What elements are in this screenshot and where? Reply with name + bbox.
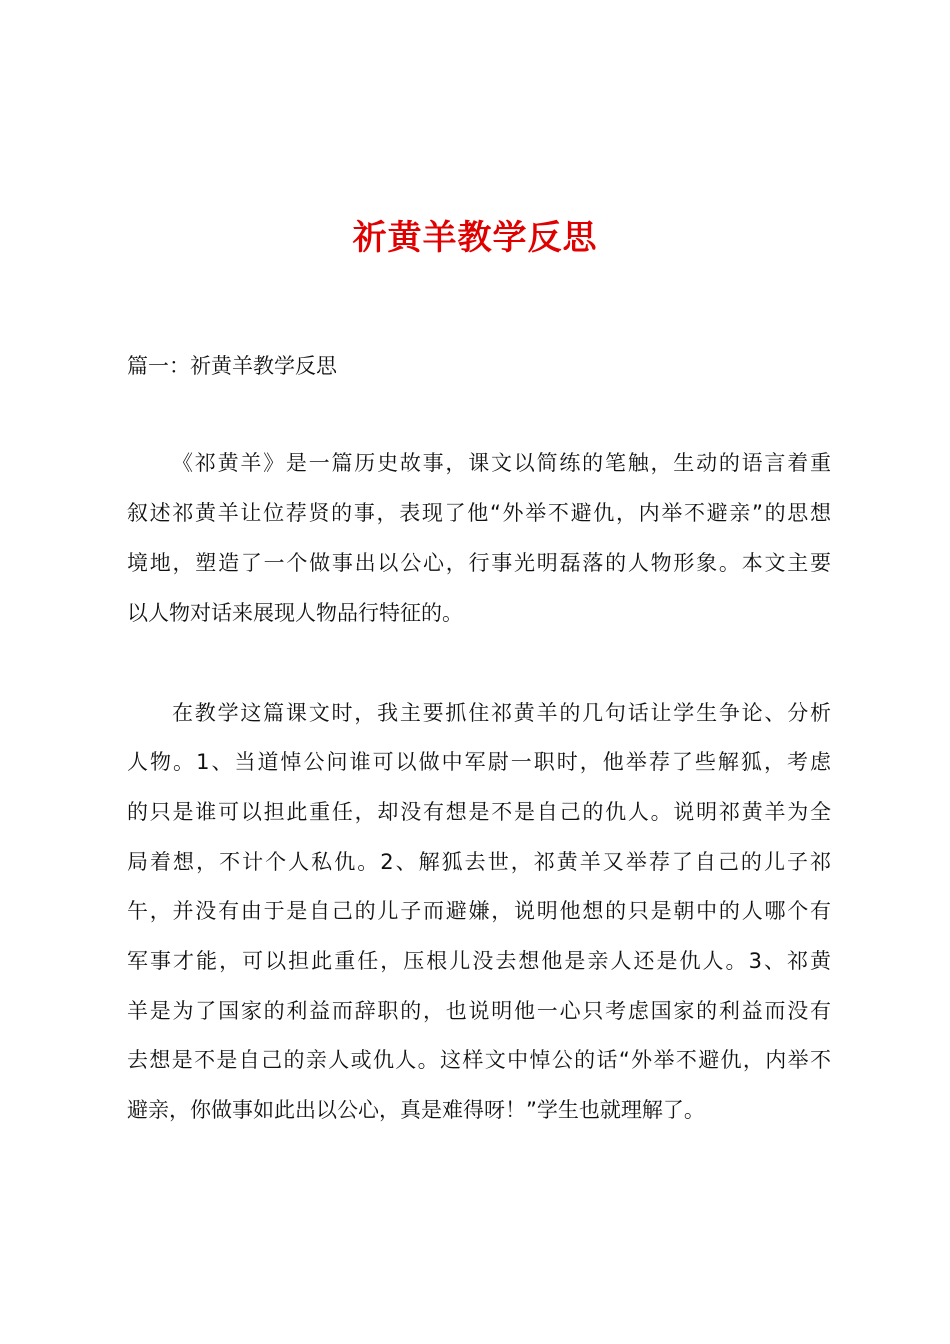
paragraph-line: 军事才能，可以担此重任，压根儿没去想他是亲人还是仇人。3、祁黄 [127, 949, 831, 973]
paragraph-line: 《祁黄羊》是一篇历史故事，课文以简练的笔触，生动的语言着重 [172, 451, 831, 475]
paragraph-line: 的只是谁可以担此重任，却没有想是不是自己的仇人。说明祁黄羊为全 [127, 800, 831, 824]
paragraph-line: 境地，塑造了一个做事出以公心，行事光明磊落的人物形象。本文主要 [127, 551, 831, 575]
paragraph-line: 叙述祁黄羊让位荐贤的事，表现了他“外举不避仇，内举不避亲”的思想 [127, 501, 831, 525]
paragraph-line: 在教学这篇课文时，我主要抓住祁黄羊的几句话让学生争论、分析 [172, 701, 831, 725]
paragraph-line: 以人物对话来展现人物品行特征的。 [127, 601, 463, 625]
paragraph-line: 局着想，不计个人私仇。2、解狐去世，祁黄羊又举荐了自己的儿子祁 [127, 850, 831, 874]
paragraph-line: 羊是为了国家的利益而辞职的，也说明他一心只考虑国家的利益而没有 [127, 999, 831, 1023]
document-title: 祈黄羊教学反思 [352, 218, 598, 258]
paragraph-line: 避亲，你做事如此出以公心，真是难得呀！”学生也就理解了。 [127, 1098, 705, 1122]
paragraph-line: 午，并没有由于是自己的儿子而避嫌，说明他想的只是朝中的人哪个有 [127, 899, 831, 923]
paragraph-line: 人物。1、当道悼公问谁可以做中军尉一职时，他举荐了些解狐，考虑 [127, 750, 831, 774]
paragraph-line: 去想是不是自己的亲人或仇人。这样文中悼公的话“外举不避仇，内举不 [127, 1048, 831, 1072]
section-heading: 篇一：祈黄羊教学反思 [127, 354, 337, 378]
